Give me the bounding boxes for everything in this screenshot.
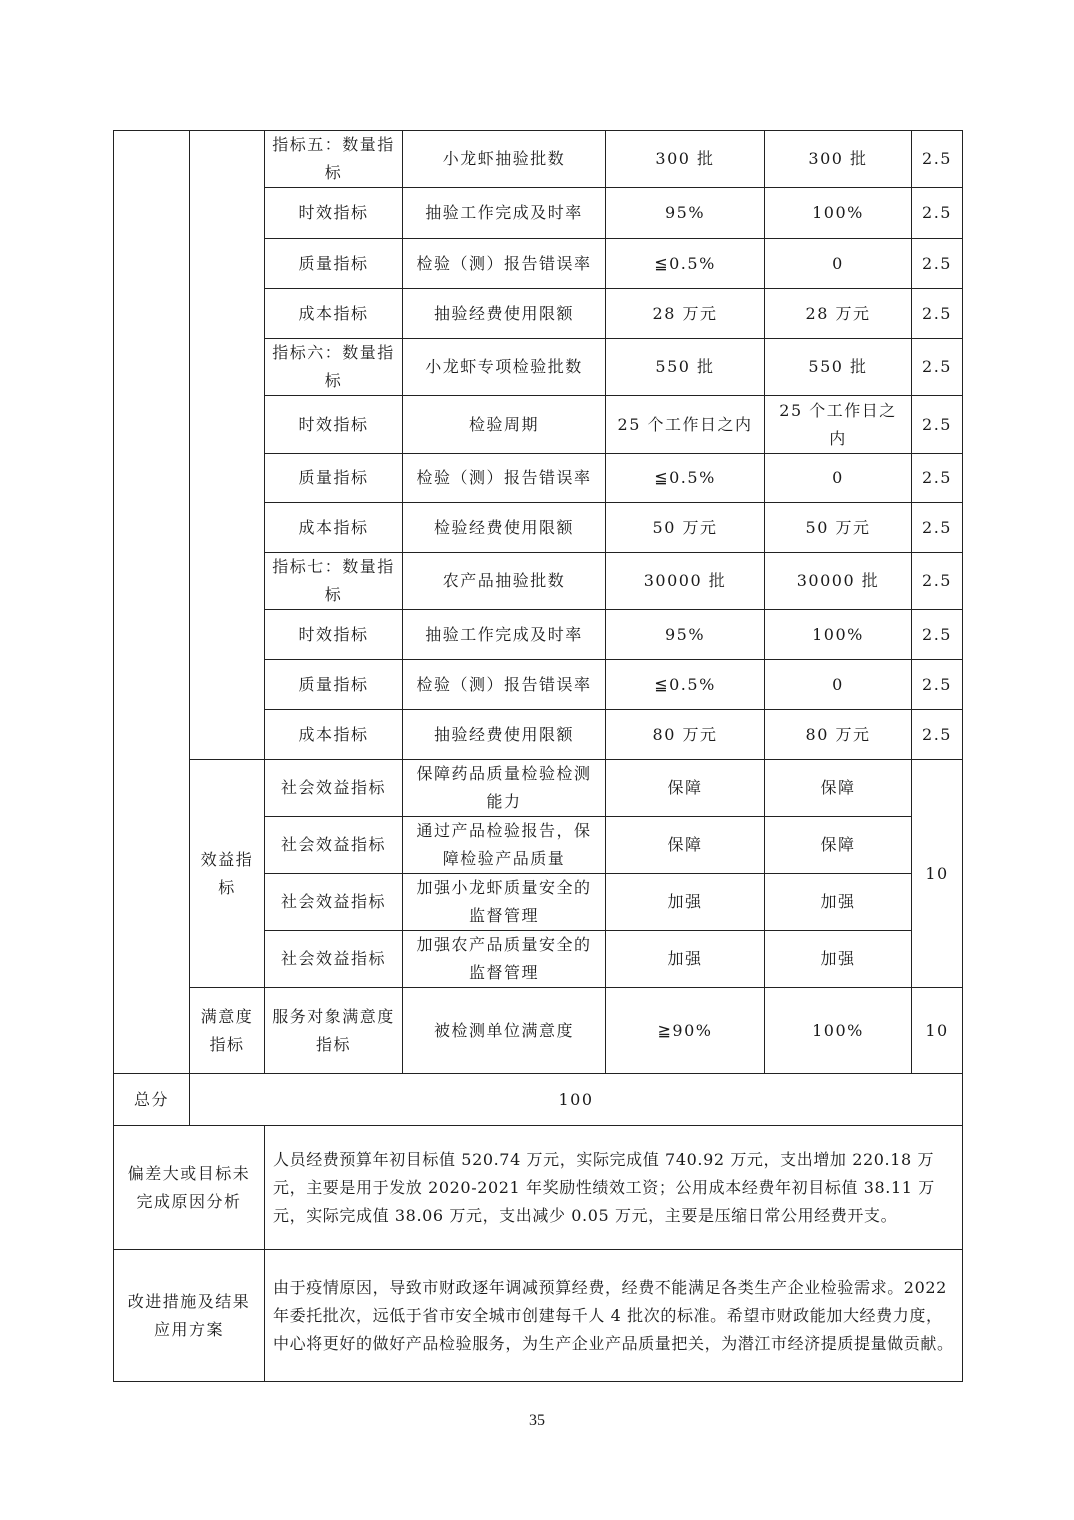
target-value: 30000 批	[606, 553, 765, 610]
actual-value: 50 万元	[765, 503, 912, 553]
indicator-name: 时效指标	[265, 188, 403, 239]
actual-value: 0	[765, 454, 912, 503]
actual-value: 加强	[765, 931, 912, 988]
total-label: 总分	[114, 1074, 190, 1126]
target-value: 25 个工作日之内	[606, 396, 765, 454]
indicator-name: 指标五：数量指标	[265, 131, 403, 188]
table-row	[114, 131, 963, 188]
deviation-row	[114, 1126, 963, 1250]
indicator-name: 质量指标	[265, 660, 403, 710]
improvement-row	[114, 1250, 963, 1382]
actual-value: 100%	[765, 988, 912, 1074]
target-value: 550 批	[606, 339, 765, 396]
score-value: 2.5	[912, 188, 963, 239]
indicator-content: 检验周期	[403, 396, 606, 454]
score-value: 2.5	[912, 239, 963, 289]
actual-value: 100%	[765, 188, 912, 239]
indicator-name: 服务对象满意度指标	[265, 988, 403, 1074]
target-value: 28 万元	[606, 289, 765, 339]
indicator-name: 社会效益指标	[265, 874, 403, 931]
indicator-name: 质量指标	[265, 454, 403, 503]
score-value: 2.5	[912, 339, 963, 396]
total-row	[114, 1074, 963, 1126]
satisfaction-category: 满意度指标	[190, 988, 265, 1074]
indicator-content: 抽验经费使用限额	[403, 710, 606, 760]
target-value: 保障	[606, 760, 765, 817]
indicator-content: 通过产品检验报告，保障检验产品质量	[403, 817, 606, 874]
level1-blank-cell	[114, 131, 190, 1074]
indicator-content: 被检测单位满意度	[403, 988, 606, 1074]
actual-value: 30000 批	[765, 553, 912, 610]
indicator-name: 社会效益指标	[265, 931, 403, 988]
actual-value: 80 万元	[765, 710, 912, 760]
indicator-content: 检验（测）报告错误率	[403, 660, 606, 710]
performance-indicator-table	[113, 130, 963, 1382]
indicator-name: 成本指标	[265, 289, 403, 339]
indicator-content: 抽验工作完成及时率	[403, 188, 606, 239]
actual-value: 25 个工作日之内	[765, 396, 912, 454]
target-value: 95%	[606, 188, 765, 239]
indicator-content: 加强小龙虾质量安全的监督管理	[403, 874, 606, 931]
actual-value: 0	[765, 239, 912, 289]
indicator-content: 农产品抽验批数	[403, 553, 606, 610]
target-value: 300 批	[606, 131, 765, 188]
target-value: ≧90%	[606, 988, 765, 1074]
target-value: 80 万元	[606, 710, 765, 760]
indicator-content: 保障药品质量检验检测能力	[403, 760, 606, 817]
target-value: 保障	[606, 817, 765, 874]
improvement-text: 由于疫情原因，导致市财政逐年调减预算经费，经费不能满足各类生产企业检验需求。2022 年委托批次，远低于省市安全城市创建每千人 4 批次的标准。希望市财政能加大经费力度，中心将更好的做好产品检验服务，为生产企业产品质量把关，为潜江市经济提质提量做贡献。	[265, 1250, 963, 1382]
improvement-label: 改进措施及结果应用方案	[114, 1250, 265, 1382]
actual-value: 100%	[765, 610, 912, 660]
target-value: ≦0.5%	[606, 454, 765, 503]
total-value: 100	[190, 1074, 963, 1126]
indicator-name: 质量指标	[265, 239, 403, 289]
actual-value: 300 批	[765, 131, 912, 188]
score-value: 2.5	[912, 660, 963, 710]
score-value: 2.5	[912, 454, 963, 503]
benefit-category: 效益指标	[190, 760, 265, 988]
actual-value: 0	[765, 660, 912, 710]
indicator-name: 指标七：数量指标	[265, 553, 403, 610]
actual-value: 550 批	[765, 339, 912, 396]
indicator-name: 社会效益指标	[265, 760, 403, 817]
score-value: 10	[912, 988, 963, 1074]
indicator-content: 小龙虾专项检验批数	[403, 339, 606, 396]
indicator-name: 时效指标	[265, 396, 403, 454]
indicator-name: 成本指标	[265, 503, 403, 553]
indicator-content: 抽验经费使用限额	[403, 289, 606, 339]
table-row	[114, 760, 963, 817]
target-value: 加强	[606, 874, 765, 931]
indicator-content: 检验（测）报告错误率	[403, 239, 606, 289]
actual-value: 保障	[765, 760, 912, 817]
indicator-content: 抽验工作完成及时率	[403, 610, 606, 660]
target-value: 95%	[606, 610, 765, 660]
benefit-score: 10	[912, 760, 963, 988]
score-value: 2.5	[912, 289, 963, 339]
actual-value: 28 万元	[765, 289, 912, 339]
target-value: 50 万元	[606, 503, 765, 553]
target-value: ≦0.5%	[606, 660, 765, 710]
score-value: 2.5	[912, 131, 963, 188]
score-value: 2.5	[912, 553, 963, 610]
actual-value: 加强	[765, 874, 912, 931]
indicator-name: 指标六：数量指标	[265, 339, 403, 396]
indicator-content: 检验经费使用限额	[403, 503, 606, 553]
deviation-text: 人员经费预算年初目标值 520.74 万元，实际完成值 740.92 万元，支出增加 220.18 万元，主要是用于发放 2020-2021 年奖励性绩效工资；公用成本经费年初目标值 38.11 万元，实际完成值 38.06 万元，支出减少 0.05 万元，主要是压缩日常公用经费开支。	[265, 1126, 963, 1250]
score-value: 2.5	[912, 710, 963, 760]
score-value: 2.5	[912, 610, 963, 660]
target-value: 加强	[606, 931, 765, 988]
performance-table-page	[113, 130, 962, 1382]
target-value: ≦0.5%	[606, 239, 765, 289]
score-value: 2.5	[912, 503, 963, 553]
indicator-name: 时效指标	[265, 610, 403, 660]
indicator-name: 社会效益指标	[265, 817, 403, 874]
indicator-name: 成本指标	[265, 710, 403, 760]
deviation-label: 偏差大或目标未完成原因分析	[114, 1126, 265, 1250]
indicator-content: 加强农产品质量安全的监督管理	[403, 931, 606, 988]
indicator-content: 检验（测）报告错误率	[403, 454, 606, 503]
score-value: 2.5	[912, 396, 963, 454]
table-row	[114, 988, 963, 1074]
indicator-content: 小龙虾抽验批数	[403, 131, 606, 188]
actual-value: 保障	[765, 817, 912, 874]
level2-blank-cell	[190, 131, 265, 760]
page-number: 35	[529, 1412, 545, 1429]
